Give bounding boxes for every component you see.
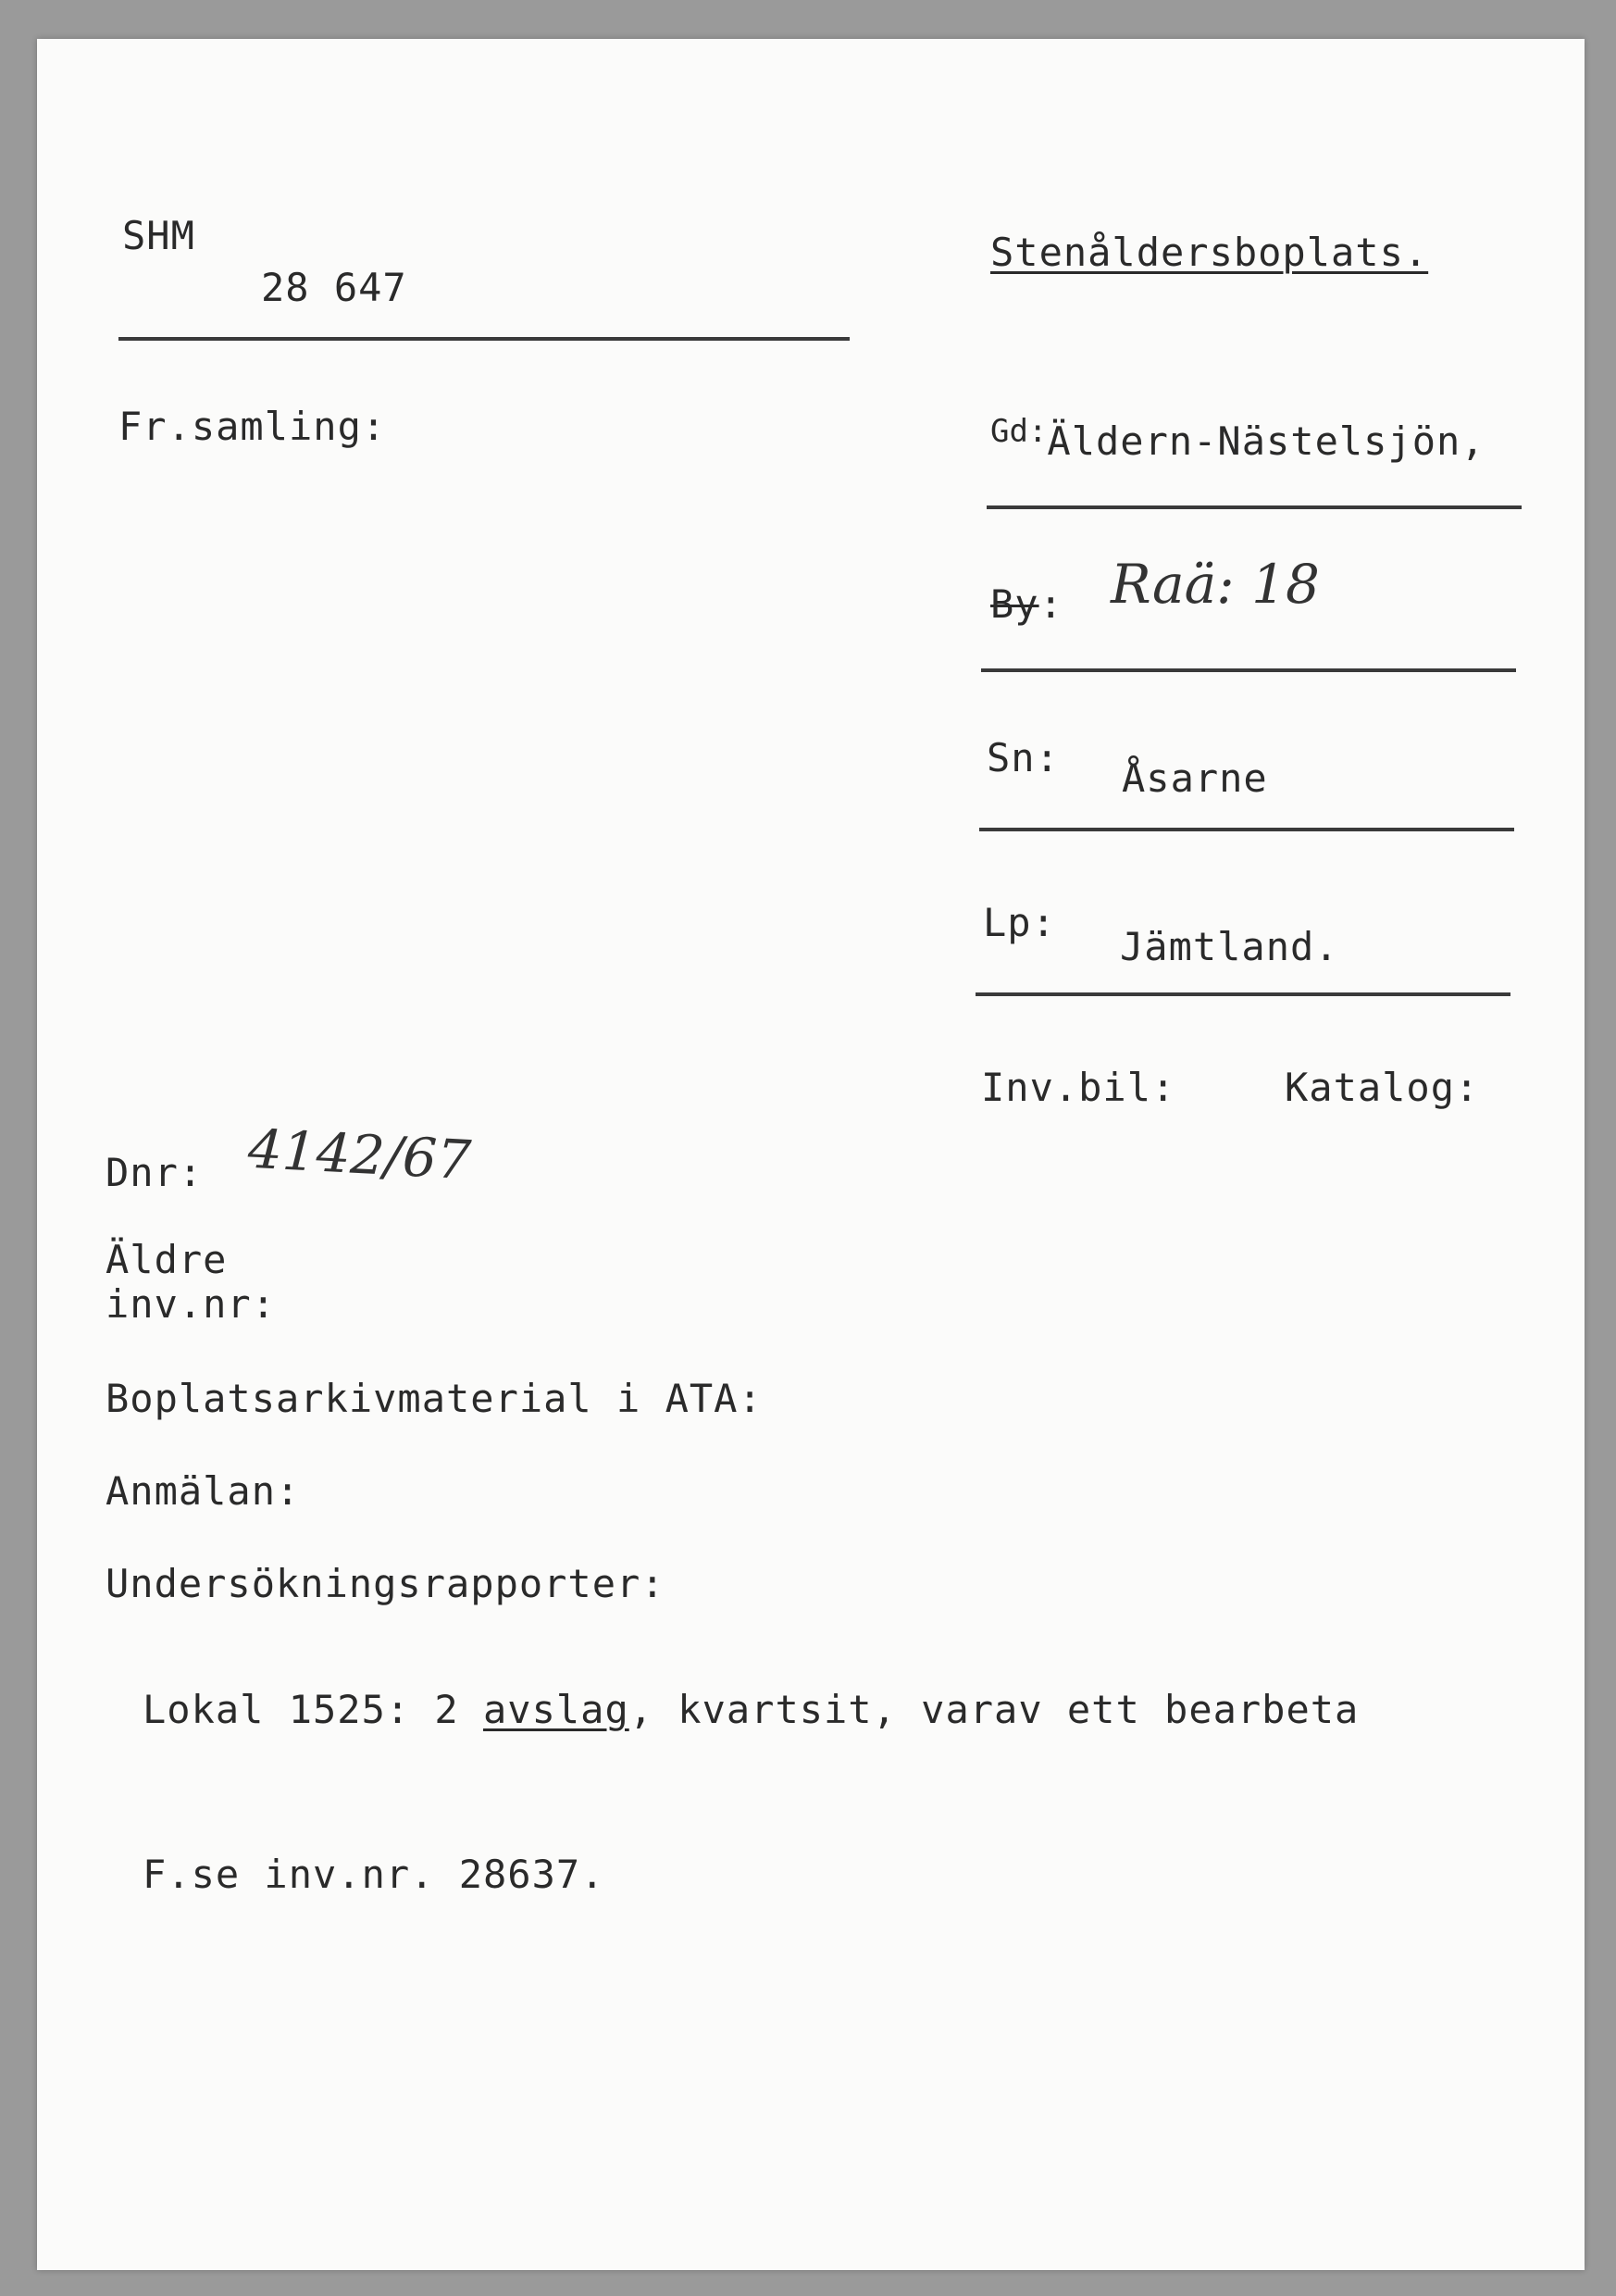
header-rule	[118, 337, 850, 341]
by-field	[990, 581, 1063, 627]
inventory-number: 28 647	[261, 265, 407, 310]
fr-samling-label: Fr.samling:	[118, 404, 387, 449]
by-rule	[981, 668, 1516, 672]
gd-value: Äldern-Nästelsjön,	[1047, 418, 1485, 464]
lokal-suffix: , kvartsit, varav ett bearbeta	[628, 1687, 1360, 1732]
lp-rule	[976, 992, 1510, 996]
raa-handwritten: Raä: 18	[1111, 553, 1320, 616]
aldre-label: Äldre	[106, 1237, 228, 1282]
museum-code: SHM	[122, 213, 195, 258]
katalog-label: Katalog:	[1285, 1065, 1480, 1110]
gd-field	[990, 413, 1485, 464]
undersokning-label: Undersökningsrapporter:	[106, 1561, 665, 1606]
anmalan-label: Anmälan:	[106, 1468, 301, 1514]
lokal-prefix: Lokal 1525: 2	[143, 1687, 484, 1732]
dnr-handwritten: 4142/67	[246, 1117, 473, 1192]
lp-value: Jämtland.	[1120, 924, 1339, 969]
gd-label: Gd:	[990, 413, 1048, 450]
inv-nr-label: inv.nr:	[106, 1281, 277, 1327]
lp-label: Lp:	[983, 900, 1056, 945]
see-also-entry: F.se inv.nr. 28637.	[143, 1852, 605, 1897]
by-colon: :	[1038, 581, 1063, 627]
catalog-card	[37, 39, 1585, 2270]
inv-bil-label: Inv.bil:	[981, 1065, 1176, 1110]
boplats-label: Boplatsarkivmaterial i ATA:	[106, 1376, 763, 1421]
site-category: Stenåldersboplats.	[990, 230, 1429, 275]
by-label: By	[990, 581, 1039, 627]
sn-label: Sn:	[987, 735, 1060, 780]
gd-rule	[987, 505, 1522, 509]
lokal-underlined: avslag	[483, 1687, 629, 1732]
lokal-entry	[143, 1687, 1360, 1732]
sn-value: Åsarne	[1122, 755, 1268, 801]
dnr-label: Dnr:	[106, 1150, 204, 1195]
sn-rule	[979, 828, 1514, 831]
